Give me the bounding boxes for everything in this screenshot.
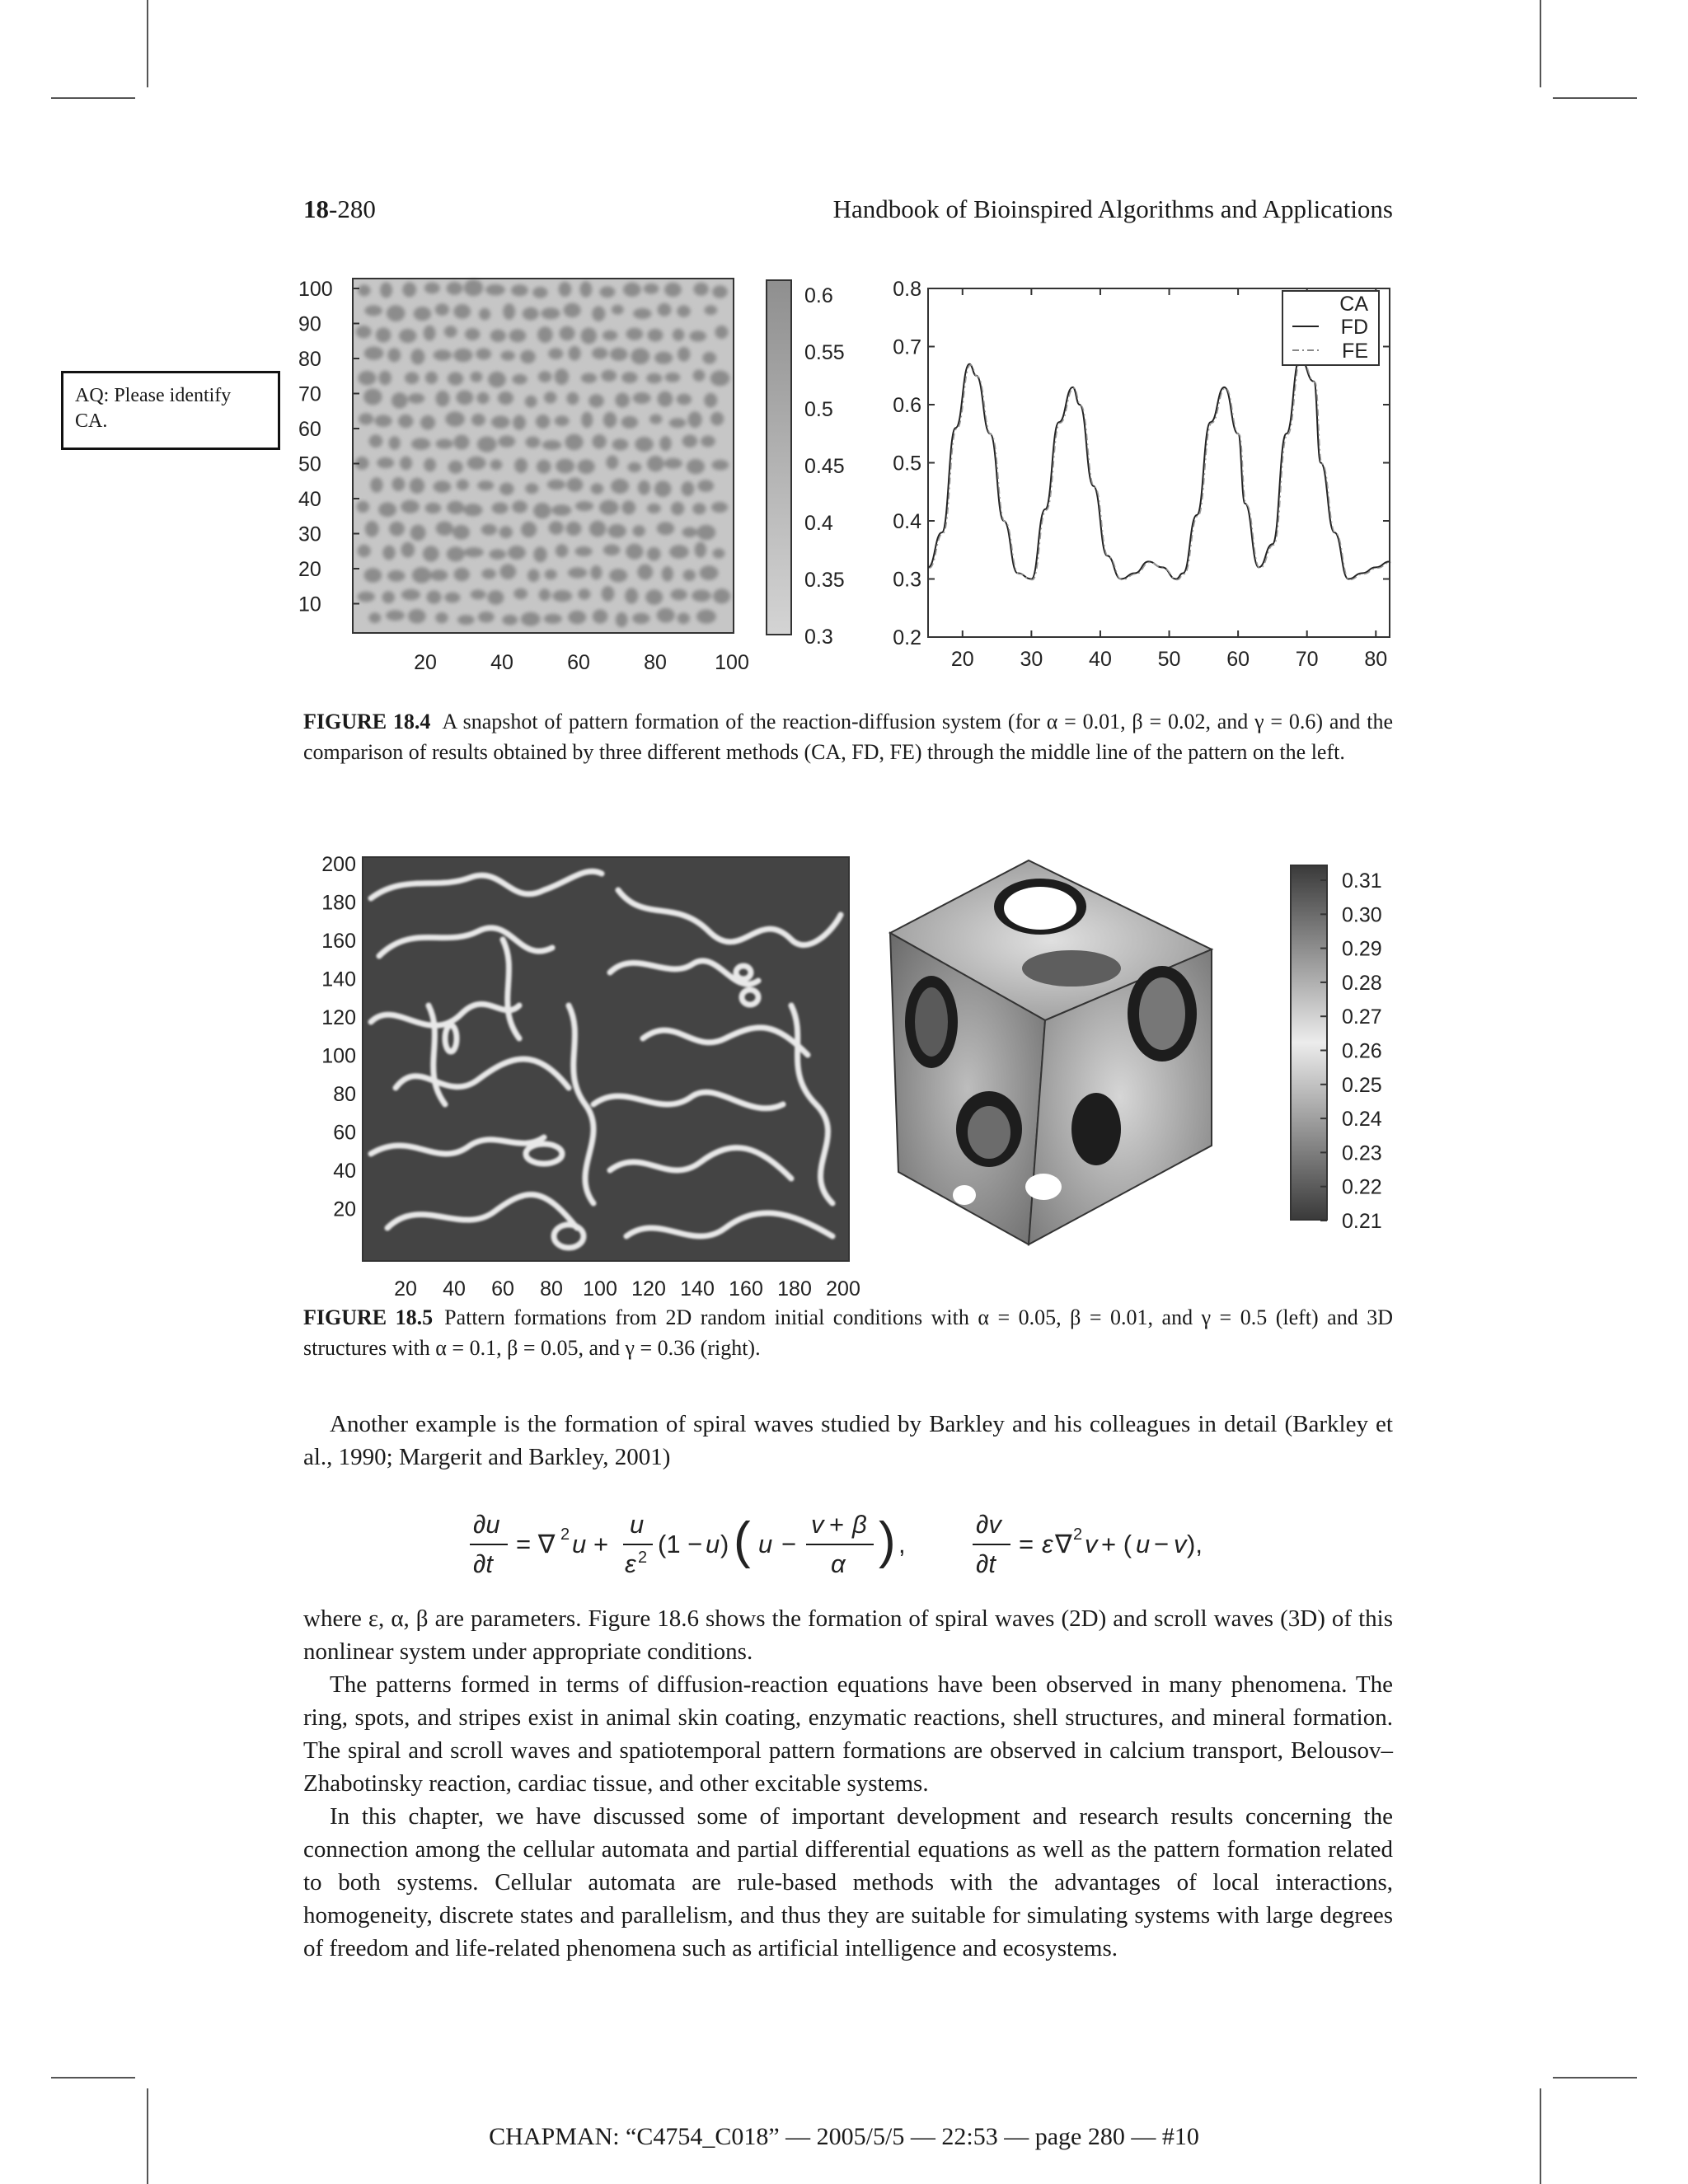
y-tick-labels bbox=[321, 853, 356, 1221]
legend bbox=[1282, 291, 1379, 365]
tick-label: 0.2 bbox=[893, 626, 921, 649]
tick-label: 200 bbox=[321, 853, 356, 876]
tick-label: 0.5 bbox=[893, 452, 921, 476]
tick-label: 200 bbox=[826, 1277, 860, 1301]
svg-text:∂u: ∂u bbox=[473, 1510, 500, 1539]
tick-label: 0.21 bbox=[1342, 1210, 1382, 1233]
display-equation bbox=[462, 1498, 1269, 1589]
svg-text:(: ( bbox=[734, 1512, 751, 1569]
svg-text:u: u bbox=[1136, 1530, 1151, 1558]
svg-text:ε: ε bbox=[1042, 1530, 1053, 1558]
tick-label: 90 bbox=[298, 312, 321, 336]
tick-label: 0.4 bbox=[893, 510, 921, 533]
tick-label: 0.3 bbox=[804, 626, 833, 649]
colorbar-tick-labels bbox=[1320, 869, 1382, 1233]
figure-18-4-caption bbox=[303, 706, 1393, 767]
caption-text: Pattern formations from 2D random initial conditions with α = 0.05, β = 0.01, and γ = 0.5 (left) and 3D structures with α = 0.1, β = 0.05, and γ = 0.36 (right). bbox=[303, 1305, 1393, 1360]
figure-18-5-cube-structure bbox=[882, 857, 1236, 1253]
crop-mark bbox=[1540, 0, 1541, 87]
tick-label: 80 bbox=[540, 1277, 563, 1301]
tick-label: 20 bbox=[394, 1277, 417, 1301]
tick-label: 120 bbox=[631, 1277, 666, 1301]
x-tick-labels bbox=[394, 1277, 860, 1301]
svg-text:∇: ∇ bbox=[1055, 1530, 1072, 1558]
tick-label: 20 bbox=[298, 558, 321, 581]
tick-label: 80 bbox=[644, 651, 667, 674]
svg-text:2: 2 bbox=[560, 1526, 570, 1544]
crop-mark bbox=[147, 0, 148, 87]
svg-text:−: − bbox=[781, 1530, 797, 1558]
colorbar bbox=[1291, 865, 1327, 1220]
body-paragraph: Another example is the formation of spiral waves studied by Barkley and his colleagues in detail (Barkley et al., 1990; Margerit and Barkley, 2001) bbox=[303, 1411, 1393, 1470]
legend-entry: FD bbox=[1340, 316, 1368, 339]
tick-label: 80 bbox=[298, 348, 321, 371]
svg-text:2: 2 bbox=[638, 1549, 648, 1567]
tick-label: 80 bbox=[333, 1083, 356, 1106]
tick-label: 0.22 bbox=[1342, 1175, 1382, 1199]
x-tick-labels bbox=[414, 651, 749, 674]
tick-label: 0.55 bbox=[804, 341, 845, 364]
tick-label: 60 bbox=[491, 1277, 514, 1301]
colorbar bbox=[767, 280, 791, 635]
svg-text:): ) bbox=[720, 1530, 729, 1558]
svg-text:−: − bbox=[1154, 1530, 1170, 1558]
tick-label: 50 bbox=[298, 452, 321, 476]
tick-label: 60 bbox=[298, 418, 321, 441]
tick-label: 180 bbox=[321, 891, 356, 915]
figure-label: FIGURE 18.5 bbox=[303, 1305, 434, 1329]
figure-18-5-labyrinth-pattern bbox=[297, 841, 874, 1302]
tick-label: 0.31 bbox=[1342, 869, 1382, 893]
figure-18-4-line-chart bbox=[874, 272, 1401, 684]
svg-text:= ∇: = ∇ bbox=[516, 1530, 556, 1558]
tick-label: 40 bbox=[333, 1160, 356, 1183]
legend-entry: CA bbox=[1339, 293, 1368, 316]
tick-label: 140 bbox=[321, 968, 356, 991]
figure-label: FIGURE 18.4 bbox=[303, 710, 431, 733]
crop-mark bbox=[51, 97, 135, 99]
tick-label: 0.30 bbox=[1342, 903, 1382, 927]
svg-text:∂t: ∂t bbox=[473, 1549, 493, 1578]
figure-18-5-caption bbox=[303, 1302, 1393, 1363]
tick-label: 40 bbox=[1089, 648, 1112, 671]
svg-text:(1 −: (1 − bbox=[658, 1530, 703, 1558]
tick-label: 0.25 bbox=[1342, 1073, 1382, 1097]
crop-mark bbox=[1553, 2077, 1637, 2079]
tick-label: 100 bbox=[583, 1277, 617, 1301]
svg-text:,: , bbox=[898, 1530, 906, 1558]
svg-text:+: + bbox=[829, 1510, 845, 1539]
body-paragraph: In this chapter, we have discussed some of important development and research results concerning the connection among the cellular automata and partial differential equations as well as the pattern formation related to both systems. Cellular automata are rule-based methods with the advantages of local interactions, homogeneity, discrete states and parallelism, and thus they are suitable for simulating systems with large degrees of freedom and life-related phenomena such as artificial intelligence and ecosystems. bbox=[303, 1803, 1393, 1961]
y-tick-labels bbox=[298, 278, 333, 616]
figure-18-4-spot-pattern bbox=[297, 272, 857, 684]
tick-label: 30 bbox=[298, 523, 321, 546]
tick-label: 0.26 bbox=[1342, 1039, 1382, 1063]
tick-label: 0.23 bbox=[1342, 1141, 1382, 1165]
y-tick-labels bbox=[893, 278, 921, 649]
page-number: 18-280 bbox=[303, 194, 376, 223]
tick-label: 60 bbox=[567, 651, 590, 674]
svg-text:∂t: ∂t bbox=[976, 1549, 996, 1578]
svg-text:+: + bbox=[593, 1530, 609, 1558]
svg-text:u: u bbox=[572, 1530, 587, 1558]
body-paragraph: where ε, α, β are parameters. Figure 18.6 shows the formation of spiral waves (2D) and scroll waves (3D) of this nonlinear system under appropriate conditions. bbox=[303, 1605, 1393, 1665]
svg-text:v: v bbox=[811, 1510, 824, 1539]
tick-label: 20 bbox=[414, 651, 437, 674]
tick-label: 140 bbox=[680, 1277, 715, 1301]
figure-18-5-colorbar bbox=[1286, 857, 1409, 1244]
tick-label: 180 bbox=[777, 1277, 812, 1301]
tick-label: 160 bbox=[729, 1277, 763, 1301]
body-paragraph: The patterns formed in terms of diffusion-reaction equations have been observed in many phenomena. The ring, spots, and stripes exist in animal skin coating, enzymatic reactions, shell structures, and mineral formation. The spiral and scroll waves and spatiotemporal pattern formations are observed in calcium transport, Belousov–Zhabotinsky reaction, cardiac tissue, and other excitable systems. bbox=[303, 1671, 1393, 1797]
tick-label: 0.24 bbox=[1342, 1108, 1382, 1132]
tick-label: 80 bbox=[1364, 648, 1388, 671]
legend-entry: FE bbox=[1342, 340, 1368, 363]
book-title: Handbook of Bioinspired Algorithms and Applications bbox=[832, 194, 1393, 223]
svg-text:u: u bbox=[706, 1530, 720, 1558]
tick-label: 160 bbox=[321, 930, 356, 953]
svg-text:),: ), bbox=[1187, 1530, 1203, 1558]
tick-label: 0.35 bbox=[804, 569, 845, 592]
tick-label: 0.5 bbox=[804, 398, 833, 421]
tick-label: 20 bbox=[950, 648, 974, 671]
running-head bbox=[303, 194, 1393, 232]
tick-label: 30 bbox=[1020, 648, 1043, 671]
svg-text:u: u bbox=[758, 1530, 773, 1558]
tick-label: 60 bbox=[1226, 648, 1250, 671]
colorbar-tick-labels bbox=[804, 284, 845, 649]
svg-text:α: α bbox=[831, 1549, 846, 1578]
author-query-note: AQ: Please identify CA. bbox=[61, 371, 280, 450]
svg-text:): ) bbox=[879, 1512, 896, 1569]
page-footer: CHAPMAN: “C4754_C018” — 2005/5/5 — 22:53 — page 280 — #10 bbox=[489, 2123, 1199, 2150]
tick-label: 0.29 bbox=[1342, 937, 1382, 961]
svg-text:ε: ε bbox=[625, 1549, 636, 1578]
tick-label: 40 bbox=[298, 488, 321, 511]
tick-label: 100 bbox=[298, 278, 333, 301]
tick-label: 0.6 bbox=[804, 284, 833, 307]
tick-label: 70 bbox=[1295, 648, 1319, 671]
x-tick-labels bbox=[951, 648, 1387, 671]
tick-label: 0.7 bbox=[893, 335, 921, 359]
tick-label: 0.45 bbox=[804, 455, 845, 478]
crop-mark bbox=[1553, 97, 1637, 99]
tick-label: 0.3 bbox=[893, 568, 921, 592]
tick-label: 0.27 bbox=[1342, 1005, 1382, 1029]
tick-label: 0.8 bbox=[893, 278, 921, 301]
tick-label: 20 bbox=[333, 1197, 356, 1221]
caption-text: A snapshot of pattern formation of the reaction-diffusion system (for α = 0.01, β = 0.02, and γ = 0.6) and the comparison of results obtained by three different methods (CA, FD, FE) through the middle line of the pattern on the left. bbox=[303, 710, 1393, 764]
tick-label: 120 bbox=[321, 1006, 356, 1029]
svg-text:u: u bbox=[630, 1510, 645, 1539]
svg-text:β: β bbox=[852, 1510, 867, 1539]
svg-text:+ (: + ( bbox=[1101, 1530, 1132, 1558]
svg-text:=: = bbox=[1019, 1530, 1034, 1558]
tick-label: 40 bbox=[490, 651, 513, 674]
svg-text:2: 2 bbox=[1073, 1526, 1083, 1544]
svg-text:v: v bbox=[1174, 1530, 1187, 1558]
tick-label: 0.28 bbox=[1342, 971, 1382, 995]
crop-mark bbox=[51, 2077, 135, 2079]
svg-text:∂v: ∂v bbox=[976, 1510, 1001, 1539]
tick-label: 10 bbox=[298, 593, 321, 616]
tick-label: 100 bbox=[321, 1044, 356, 1068]
tick-label: 100 bbox=[715, 651, 749, 674]
tick-label: 60 bbox=[333, 1121, 356, 1145]
tick-label: 0.4 bbox=[804, 512, 833, 535]
tick-label: 0.6 bbox=[893, 394, 921, 417]
tick-label: 40 bbox=[443, 1277, 466, 1301]
svg-text:v: v bbox=[1085, 1530, 1098, 1558]
tick-label: 70 bbox=[298, 382, 321, 406]
tick-label: 50 bbox=[1157, 648, 1181, 671]
